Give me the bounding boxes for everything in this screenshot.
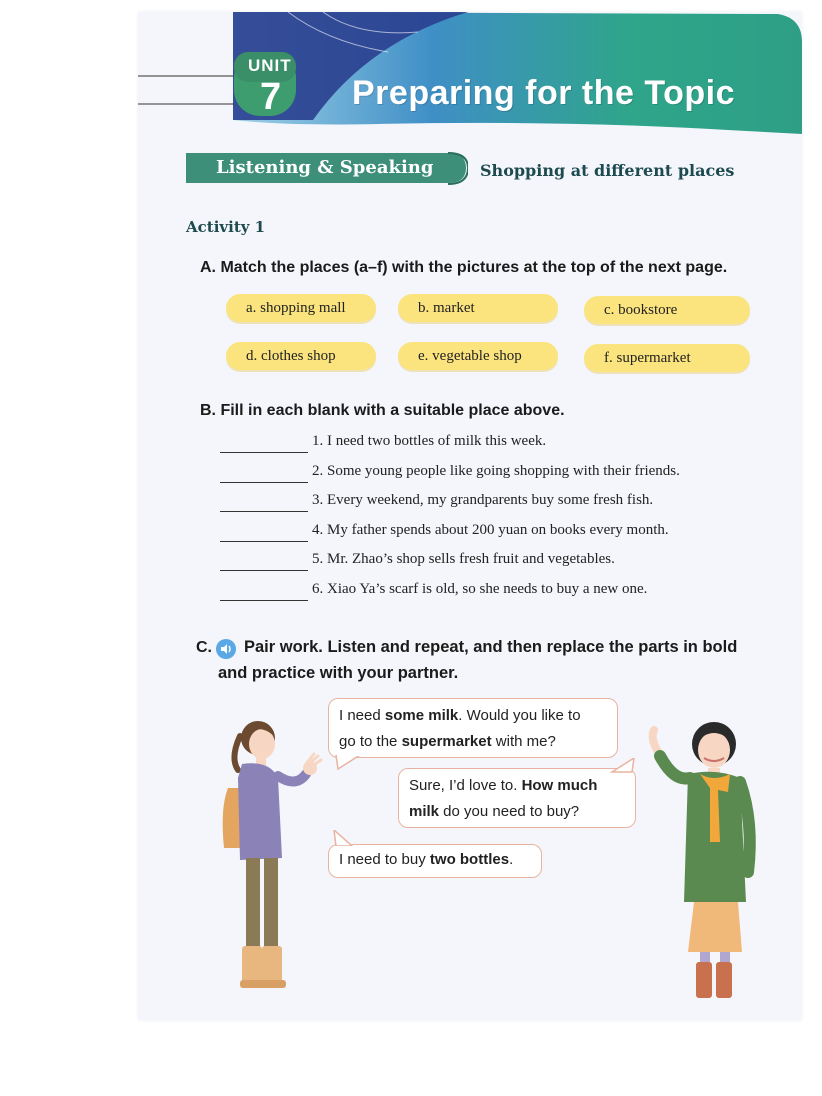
bubble-text: . Would you like to [458,707,581,724]
fill-in-item [220,492,780,514]
answer-blank[interactable] [220,570,308,571]
bubble-text: do you need to buy? [439,803,580,820]
sentence-text: 3. Every weekend, my grandparents buy some fresh fish. [312,492,654,508]
part-c-instruction-line2: and practice with your partner. [218,664,459,682]
part-b-instruction: B. Fill in each blank with a suitable place above. [200,402,565,419]
answer-blank[interactable] [220,600,308,601]
part-c-letter: C. [196,639,212,656]
bubble-text: . [509,851,514,868]
speech-bubble-2 [398,768,636,828]
fill-in-item [220,551,780,573]
sentence-text: 5. Mr. Zhao’s shop sells fresh fruit and vegetables. [312,551,615,567]
section-tab-label: Listening & Speaking [216,157,434,178]
bubble-text: go to the [339,733,402,750]
place-option: d. clothes shop [226,342,376,370]
textbook-page [138,12,802,1020]
speaker-icon[interactable] [216,639,236,659]
part-a-instruction: A. Match the places (a–f) with the pictures at the top of the next page. [200,259,728,276]
answer-blank[interactable] [220,511,308,512]
bubble-tail [332,830,356,846]
sentence-text: 2. Some young people like going shopping with their friends. [312,463,680,479]
bubble-bold-text: supermarket [401,733,492,750]
speech-bubble-3 [328,844,542,878]
answer-blank[interactable] [220,452,308,453]
sentence-text: 1. I need two bottles of milk this week. [312,433,547,449]
fill-in-item [220,581,780,603]
place-option: e. vegetable shop [398,342,558,370]
answer-blank[interactable] [220,541,308,542]
page-title: Preparing for the Topic [352,74,736,112]
girl-with-backpack-illustration [210,708,330,1008]
bubble-bold-text: some milk [384,707,459,724]
section-tab [186,151,468,185]
bubble-bold-text: two bottles [429,851,510,868]
place-option: a. shopping mall [226,294,376,322]
part-c-instruction-line1: Pair work. Listen and repeat, and then replace the parts in bold [244,638,738,656]
bubble-bold-text: milk [409,803,440,820]
fill-in-item [220,522,780,544]
fill-in-item [220,433,780,455]
banner-background [138,12,802,134]
sentence-text: 6. Xiao Ya’s scarf is old, so she needs to buy a new one. [312,581,648,597]
bubble-text: Sure, I’d love to. [409,777,522,794]
unit-label: UNIT [248,56,292,75]
place-option: c. bookstore [584,296,750,324]
bubble-tail [334,755,364,775]
place-option: b. market [398,294,558,322]
bubble-text: I need to buy [339,851,430,868]
bubble-bold-text: How much [521,777,598,794]
unit-banner [138,12,802,134]
place-option: f. supermarket [584,344,750,372]
speech-bubble-1 [328,698,618,758]
answer-blank[interactable] [220,482,308,483]
girl-with-scarf-illustration [638,712,768,1012]
bubble-text: with me? [491,733,556,750]
fill-in-item [220,463,780,485]
activity-heading: Activity 1 [186,218,266,236]
sentence-text: 4. My father spends about 200 yuan on books every month. [312,522,669,538]
unit-number: 7 [260,76,282,118]
bubble-tail [608,758,638,778]
bubble-text: I need [339,707,385,724]
section-subtitle: Shopping at different places [480,161,735,180]
